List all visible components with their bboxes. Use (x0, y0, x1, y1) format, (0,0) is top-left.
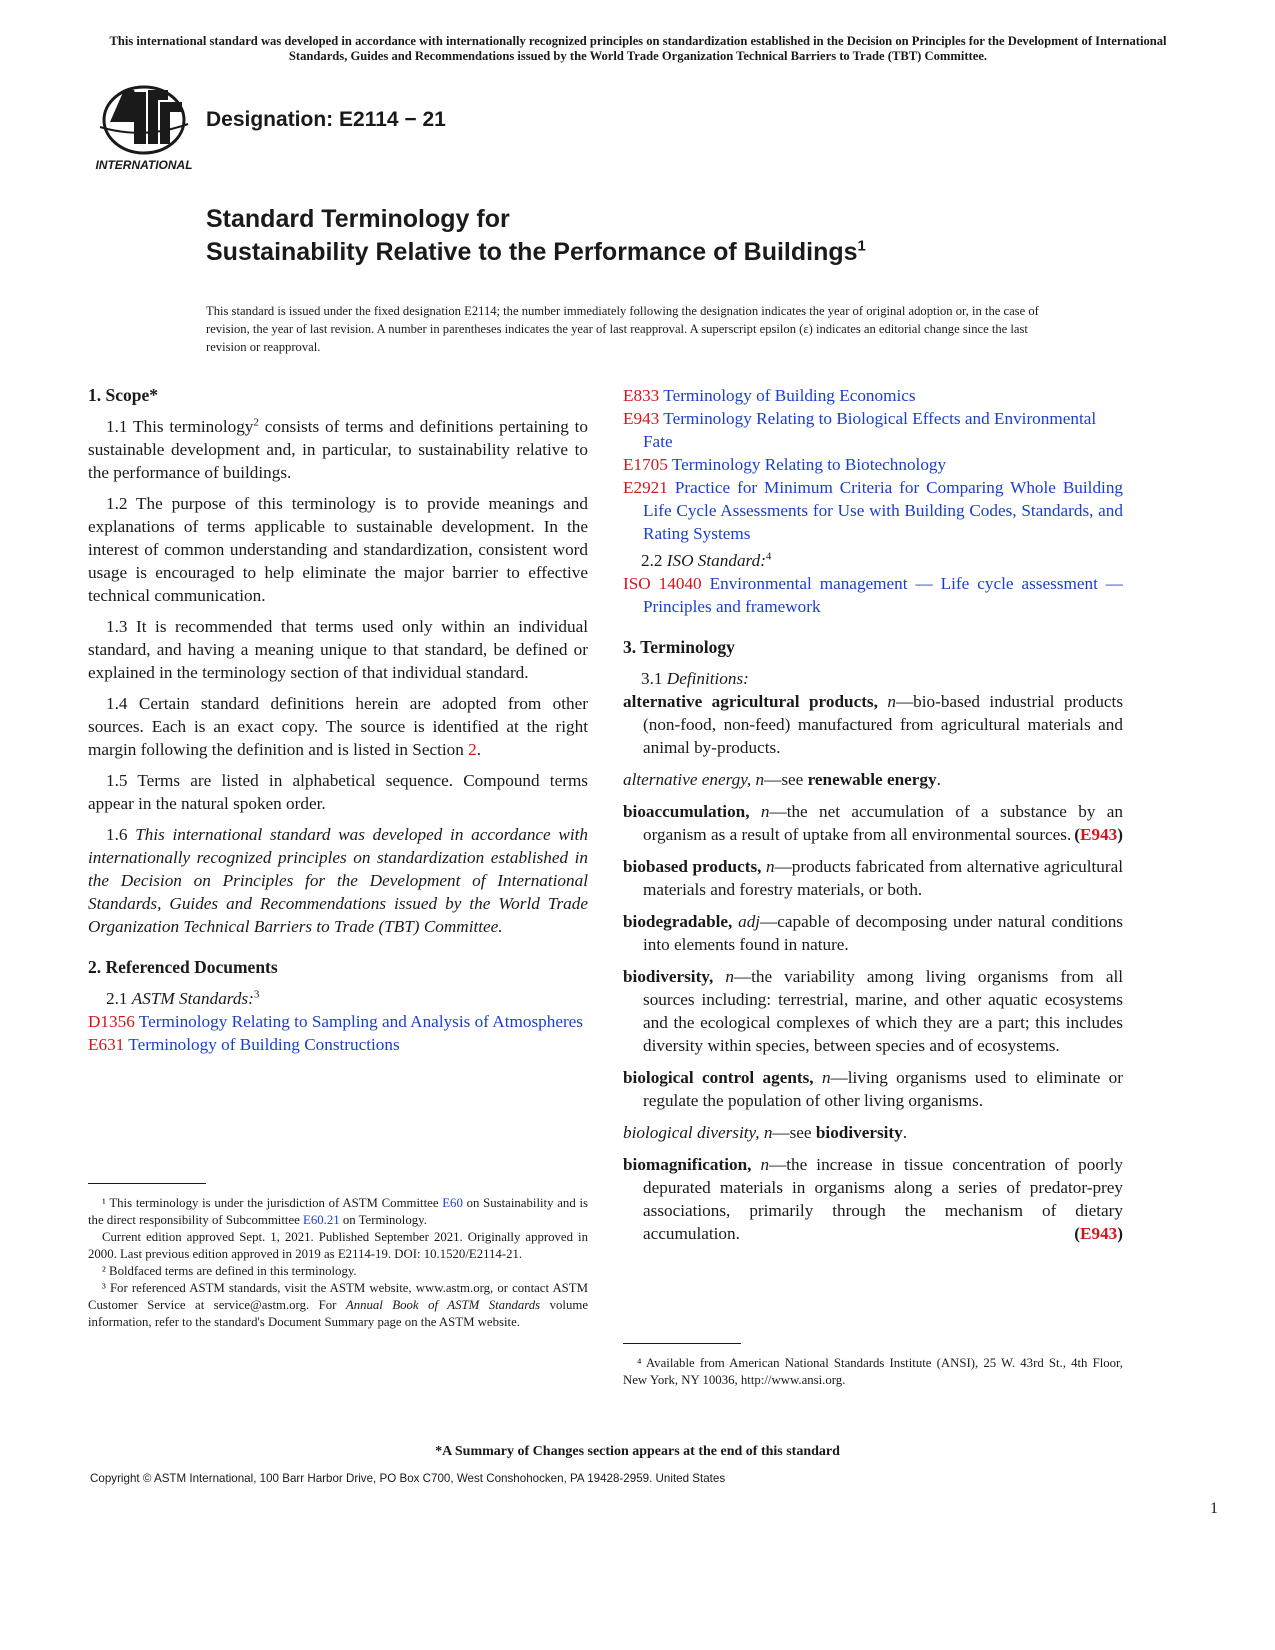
part-of-speech: n (763, 1123, 773, 1142)
ref-title[interactable]: Terminology Relating to Sampling and Analysis of Atmospheres (138, 1012, 583, 1031)
scope-heading: 1. Scope* (88, 385, 158, 405)
iso-label-text: ISO Standard: (666, 551, 766, 570)
ref-e631[interactable] (88, 1033, 588, 1056)
part-of-speech: n (821, 1068, 831, 1087)
part-of-speech: n (760, 802, 770, 821)
defined-term: biodegradable, (623, 912, 733, 931)
source-code[interactable]: E943 (1080, 1224, 1118, 1243)
footnote-ref-4[interactable]: 4 (765, 550, 772, 563)
part-of-speech: n (725, 967, 734, 986)
defs-label-text: Definitions: (666, 669, 749, 688)
header-notice: This international standard was developed in accordance with internationally recognized principles on standardization established in the Decision on Principles for the Development of International Standards, Guides and Recommendations issued by the World Trade Organization Technical Barriers to Trade (TBT) Committee. (109, 34, 1167, 63)
astm-label-num: 2.1 (106, 989, 132, 1008)
title-footnote-ref[interactable]: 1 (857, 237, 866, 255)
defs-num: 3.1 (641, 669, 667, 688)
footnote-3 (88, 1280, 588, 1331)
defined-term: bioaccumulation, (623, 802, 750, 821)
scope-1-1-a: 1.1 This terminology (106, 417, 254, 436)
scope-1-6 (88, 823, 588, 938)
part-of-speech: n (765, 857, 775, 876)
see-term: biodiversity (815, 1123, 903, 1142)
title-line1: Standard Terminology for (206, 205, 510, 233)
definition-text: —products fabricated from alternative agricultural materials and forestry materials, or both. (643, 857, 1123, 899)
ref-code[interactable]: E833 (623, 386, 660, 405)
source-paren-close: ) (1117, 825, 1123, 844)
astm-logo (90, 82, 198, 174)
astm-logo-icon (90, 82, 198, 174)
ref-code[interactable]: E1705 (623, 455, 668, 474)
scope-1-6-num: 1.6 (106, 825, 136, 844)
source-paren-open: ( (1074, 1224, 1081, 1243)
ref-code[interactable]: E631 (88, 1035, 125, 1054)
definition-entry (623, 910, 1123, 956)
fn3-italic: Annual Book of ASTM Standards (345, 1298, 541, 1312)
see-term-end: . (902, 1123, 908, 1142)
definition-entry (623, 800, 1123, 846)
defined-term: biodiversity, (623, 967, 714, 986)
issued-statement: This standard is issued under the fixed designation E2114; the number immediately following the designation indicates the year of original adoption or, in the case of revision, the year of last revision. A number in parentheses indicates the year of last reapproval. A superscript epsilon (ε) indicates an editorial change since the last revision or reapproval. (206, 304, 1039, 354)
title-line2-text: Sustainability Relative to the Performance of Buildings (206, 238, 858, 266)
fn1-a: ¹ This terminology is under the jurisdiction of ASTM Committee (102, 1196, 443, 1210)
scope-1-1 (88, 415, 588, 484)
iso-label-num: 2.2 (641, 551, 667, 570)
source-paren-close: ) (1117, 1224, 1123, 1243)
footnote-rule-right (623, 1343, 741, 1344)
definition-text: —the net accumulation of a substance by an organism as a result of uptake from all environmental sources. (643, 802, 1123, 844)
definition-text: —the variability among living organisms from all sources including: terrestrial, marine, and other aquatic ecosystems and the ecological complexes of which they are a part; this includes diversity within species, between species and of ecosystems. (643, 967, 1123, 1055)
title-line2 (206, 238, 866, 267)
footnote-1 (88, 1195, 588, 1229)
scope-1-5: 1.5 Terms are listed in alphabetical sequence. Compound terms appear in the natural spoken order. (88, 771, 588, 813)
definition-text: —living organisms used to eliminate or regulate the population of other living organisms. (643, 1068, 1123, 1110)
scope-1-2: 1.2 The purpose of this terminology is to provide meanings and explanations of terms applicable to sustainable development. In the interest of common understanding and standardization, consistent word usage is encouraged to help eliminate the major barrier to effective technical communication. (88, 494, 588, 605)
definition-text: —capable of decomposing under natural conditions into elements found in nature. (643, 912, 1123, 954)
definition-entry (623, 690, 1123, 759)
astm-label-text: ASTM Standards: (131, 989, 254, 1008)
ref-d1356[interactable] (88, 1010, 588, 1033)
ref-e1705[interactable] (623, 453, 1123, 476)
astm-standards-label (88, 987, 588, 1010)
defined-term: alternative energy, (623, 770, 752, 789)
fn3-a: ³ For referenced ASTM standards, visit the ASTM website, www.astm.org, or contact ASTM Customer Service at service@astm.org. For (88, 1281, 588, 1312)
subcommittee-e60-21-link[interactable]: E60.21 (303, 1213, 340, 1227)
ref-code[interactable]: ISO 14040 (623, 574, 702, 593)
page-number: 1 (1210, 1500, 1218, 1517)
definition-text: —the increase in tissue concentration of poorly depurated materials in organisms along a series of predator-prey associations, primarily through the mechanism of dietary accumulation. (643, 1155, 1124, 1243)
definition-text: —see (764, 770, 808, 789)
scope-1-4 (88, 692, 588, 761)
copyright: Copyright © ASTM International, 100 Barr Harbor Drive, PO Box C700, West Conshohocken, PA 19428-2959. United States (90, 1472, 726, 1485)
references-heading: 2. Referenced Documents (88, 957, 278, 977)
defined-term: alternative agricultural products, (623, 692, 878, 711)
definition-source-link[interactable] (1074, 823, 1123, 846)
defined-term: biological diversity, (623, 1123, 760, 1142)
part-of-speech: n (887, 692, 896, 711)
scope-1-6-text: This international standard was developed in accordance with internationally recognized principles on standardization established in the Decision on Principles for the Development of International Standards, Guides and Recommendations issued by the World Trade Organization Technical Barriers to Trade (TBT) Committee. (88, 825, 588, 936)
part-of-speech: adj (738, 912, 761, 931)
definition-text: —see (772, 1123, 816, 1142)
ref-iso-14040[interactable] (623, 572, 1123, 618)
definitions-list (623, 690, 1123, 1245)
ref-title[interactable]: Terminology Relating to Biological Effects and Environmental Fate (643, 409, 1097, 451)
iso-standard-label (623, 549, 1123, 572)
definition-entry (623, 1066, 1123, 1112)
footnote-rule-left (88, 1183, 206, 1184)
source-paren-open: ( (1074, 825, 1081, 844)
logo-text: INTERNATIONAL (95, 158, 193, 172)
ref-code[interactable]: E943 (623, 409, 660, 428)
definition-source-link[interactable] (1074, 1222, 1123, 1245)
scope-1-3: 1.3 It is recommended that terms used only within an individual standard, and having a meaning unique to that standard, be defined or explained in the terminology section of that individual standard. (88, 617, 588, 682)
ref-e2921[interactable] (623, 476, 1123, 545)
footnote-ref-3[interactable]: 3 (253, 988, 260, 1001)
footnotes-left (88, 1195, 588, 1331)
definition-entry (623, 855, 1123, 901)
definition-entry (623, 1121, 1123, 1144)
defined-term: biological control agents, (623, 1068, 814, 1087)
source-code[interactable]: E943 (1080, 825, 1118, 844)
defined-term: biomagnification, (623, 1155, 752, 1174)
fn1-b: on Sustainability and is the direct responsibility of Subcommittee (88, 1196, 588, 1227)
footnote-2: ² Boldfaced terms are defined in this terminology. (102, 1264, 357, 1278)
ref-title[interactable]: Terminology of Building Economics (663, 386, 916, 405)
definitions-label (623, 667, 1123, 690)
committee-e60-link[interactable]: E60 (442, 1196, 463, 1210)
see-term: renewable energy (807, 770, 937, 789)
definition-entry (623, 768, 1123, 791)
definition-entry (623, 1153, 1123, 1245)
definition-entry (623, 965, 1123, 1057)
ref-title[interactable]: Terminology Relating to Biotechnology (671, 455, 947, 474)
summary-of-changes-note: *A Summary of Changes section appears at the end of this standard (435, 1444, 840, 1459)
section-2-link[interactable]: 2 (468, 740, 477, 759)
footnote-ref-2[interactable]: 2 (253, 416, 259, 429)
right-column (623, 384, 1123, 1254)
definition-text: —bio-based industrial products (non-food, non-feed) manufactured from agricultural materials and animal by-products. (643, 692, 1124, 757)
part-of-speech: n (760, 1155, 770, 1174)
ref-title[interactable]: Terminology of Building Constructions (128, 1035, 400, 1054)
designation: Designation: E2114 − 21 (206, 108, 446, 131)
ref-code[interactable]: D1356 (88, 1012, 135, 1031)
part-of-speech: n (755, 770, 765, 789)
footnote-1-edition: Current edition approved Sept. 1, 2021. Published September 2021. Originally approved in 2000. Last previous edition approved in 2019 as E2114-19. DOI: 10.1520/E2114-21. (88, 1230, 588, 1261)
footnotes-right (623, 1355, 1123, 1389)
fn1-c: on Terminology. (339, 1213, 427, 1227)
left-column (88, 384, 588, 1056)
ref-title[interactable]: Environmental management — Life cycle assessment — Principles and framework (643, 574, 1123, 616)
scope-1-1-b: consists of terms and definitions pertaining to sustainable development and, in particular, to sustainability relative to the performance of buildings. (88, 417, 588, 482)
ref-e943[interactable] (623, 407, 1123, 453)
ref-title[interactable]: Practice for Minimum Criteria for Comparing Whole Building Life Cycle Assessments for Use with Building Codes, Standards, and Rating Systems (643, 478, 1124, 543)
defined-term: biobased products, (623, 857, 762, 876)
ref-code[interactable]: E2921 (623, 478, 668, 497)
scope-1-4-b: . (476, 740, 482, 759)
see-term-end: . (936, 770, 941, 789)
terminology-heading: 3. Terminology (623, 637, 735, 657)
footnote-4: ⁴ Available from American National Standards Institute (ANSI), 25 W. 43rd St., 4th Floor, New York, NY 10036, http://www.ansi.org. (623, 1356, 1123, 1387)
fn3-b: volume information, refer to the standard's Document Summary page on the ASTM website. (88, 1298, 589, 1329)
scope-1-4-a: 1.4 Certain standard definitions herein are adopted from other sources. Each is an exact copy. The source is identified at the right margin following the definition and is listed in Section (88, 694, 588, 759)
ref-e833[interactable] (623, 384, 1123, 407)
